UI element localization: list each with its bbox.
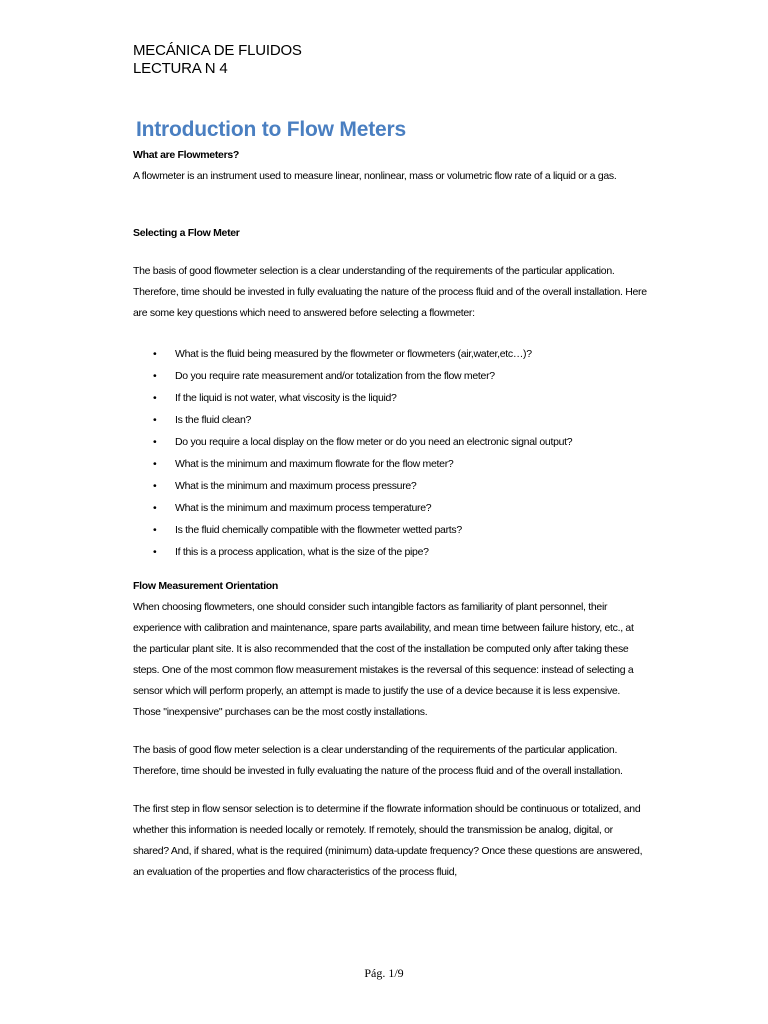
section-paragraph: A flowmeter is an instrument used to measure linear, nonlinear, mass or volumetric flow rate of a liquid or a gas. — [133, 170, 617, 182]
document-header-subject: MECÁNICA DE FLUIDOS — [133, 42, 302, 59]
bullet-icon: • — [153, 436, 157, 448]
bullet-icon: • — [153, 392, 157, 404]
section-flow-measurement-orientation — [133, 576, 648, 883]
list-item: • What is the minimum and maximum flowrate for the flow meter? — [133, 453, 648, 475]
bullet-icon: • — [153, 370, 157, 382]
section-what-are-flowmeters — [133, 145, 648, 187]
section-heading: What are Flowmeters? — [133, 149, 240, 161]
key-questions-list — [133, 343, 648, 563]
bullet-icon: • — [153, 414, 157, 426]
list-item: • If this is a process application, what is the size of the pipe? — [133, 541, 648, 563]
section-heading: Selecting a Flow Meter — [133, 227, 240, 239]
list-item: • What is the fluid being measured by the flowmeter or flowmeters (air,water,etc…)? — [133, 343, 648, 365]
list-item: • Is the fluid clean? — [133, 409, 648, 431]
list-item: • What is the minimum and maximum process pressure? — [133, 475, 648, 497]
list-item: • If the liquid is not water, what viscosity is the liquid? — [133, 387, 648, 409]
section-selecting-flow-meter — [133, 223, 648, 324]
section-paragraph: The basis of good flowmeter selection is a clear understanding of the requirements of the particular application. Therefore, time should be invested in fully evaluating the nature of the process fluid and of the overall installation. Here are some key questions which need to answered before selecting a flowmeter: — [133, 265, 647, 319]
bullet-icon: • — [153, 546, 157, 558]
section-paragraph: The basis of good flow meter selection is a clear understanding of the requirements of the particular application. Therefore, time should be invested in fully evaluating the nature of the process fluid and of the overall installation. — [133, 744, 623, 777]
bullet-icon: • — [153, 348, 157, 360]
bullet-icon: • — [153, 480, 157, 492]
section-paragraph: The first step in flow sensor selection is to determine if the flowrate information should be continuous or totalized, and whether this information is needed locally or remotely. If remotely, should the transmission be analog, digital, or shared? And, if shared, what is the required (minimum) data-update frequency? Once these questions are answered, an evaluation of the properties and flow characteristics of the process fluid, — [133, 803, 643, 878]
section-heading: Flow Measurement Orientation — [133, 580, 279, 592]
section-paragraph: When choosing flowmeters, one should consider such intangible factors as familiarity of plant personnel, their experience with calibration and maintenance, spare parts availability, and mean time between failure history, etc., at the particular plant site. It is also recommended that the cost of the installation be computed only after taking these steps. One of the most common flow measurement mistakes is the reversal of this sequence: instead of selecting a sensor which will perform properly, an attempt is made to justify the use of a device because it is less expensive. Those "inexpensive" purchases can be the most costly installations. — [133, 601, 634, 718]
page-number: Pág. 1/9 — [364, 966, 404, 980]
document-header-lecture: LECTURA N 4 — [133, 60, 228, 77]
page-title: Introduction to Flow Meters — [136, 118, 406, 141]
list-item: • Is the fluid chemically compatible with the flowmeter wetted parts? — [133, 519, 648, 541]
list-item: • What is the minimum and maximum process temperature? — [133, 497, 648, 519]
bullet-icon: • — [153, 524, 157, 536]
list-item: • Do you require a local display on the flow meter or do you need an electronic signal output? — [133, 431, 648, 453]
bullet-icon: • — [153, 502, 157, 514]
bullet-icon: • — [153, 458, 157, 470]
list-item: • Do you require rate measurement and/or totalization from the flow meter? — [133, 365, 648, 387]
